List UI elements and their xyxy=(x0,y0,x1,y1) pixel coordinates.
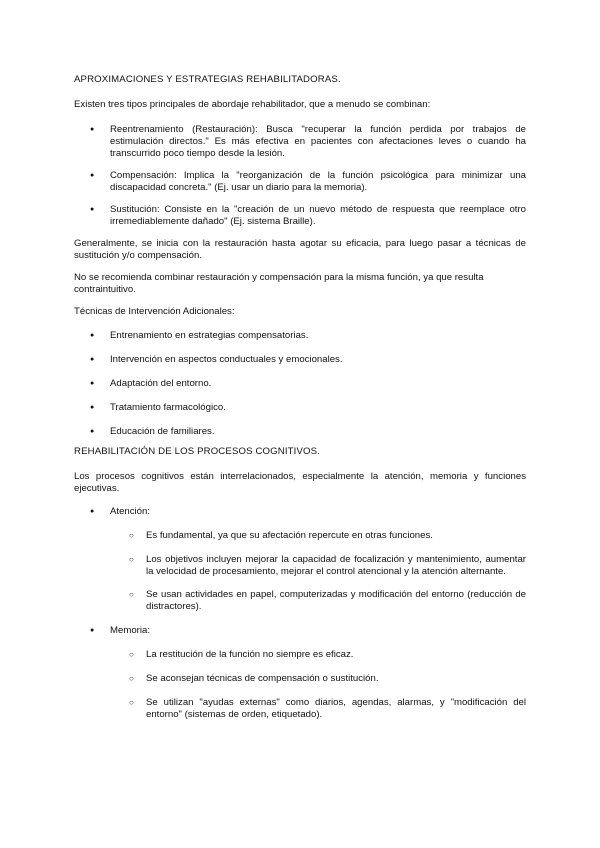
memory-item: ○ Se aconsejan técnicas de compensación o sustitución. xyxy=(74,673,526,685)
memory-label: ● Memoria: xyxy=(74,625,526,637)
approach-restauracion: ● Reentrenamiento (Restauración): Busca "recuperar la función perdida por trabajos de estimulación directos." Es más efectiva en pacientes con afectaciones leves o cuando ha transcurrido poco tiempo desde la lesión. xyxy=(74,124,526,160)
cognitive-intro: Los procesos cognitivos están interrelacionados, especialmente la atención, memoria y funciones ejecutivas. xyxy=(74,471,526,494)
attention-item: ○ Se usan actividades en papel, computerizadas y modificación del entorno (reducción de distractores). xyxy=(74,589,526,613)
technique-item: ● Entrenamiento en estrategias compensatorias. xyxy=(74,330,526,342)
approach-sustitucion: ● Sustitución: Consiste en la "creación de un nuevo método de respuesta que reemplace otro irremediablemente dañado" (Ej. sistema Braille). xyxy=(74,204,526,228)
paragraph-restauracion-first: Generalmente, se inicia con la restauración hasta agotar su eficacia, para luego pasar a técnicas de sustitución y/o compensación. xyxy=(74,238,526,261)
attention-item: ○ Los objetivos incluyen mejorar la capacidad de focalización y mantenimiento, aumentar la velocidad de procesamiento, mejorar el control atencional y la atención alternante. xyxy=(74,554,526,578)
memory-item: ○ Se utilizan "ayudas externas" como diarios, agendas, alarmas, y "modificación del entorno" (sistemas de orden, etiquetado). xyxy=(74,697,526,721)
attention-item: ○ Es fundamental, ya que su afectación repercute en otras funciones. xyxy=(74,530,526,542)
approach-compensacion: ● Compensación: Implica la "reorganización de la función psicológica para minimizar una discapacidad concreta." (Ej. usar un diario para la memoria). xyxy=(74,170,526,194)
paragraph-no-combinar: No se recomienda combinar restauración y compensación para la misma función, ya que resulta contraintuitivo. xyxy=(74,272,484,295)
section-title-approaches: APROXIMACIONES Y ESTRATEGIAS REHABILITADORAS. xyxy=(74,74,341,85)
approaches-list xyxy=(74,124,526,228)
approaches-intro: Existen tres tipos principales de abordaje rehabilitador, que a menudo se combinan: xyxy=(74,99,431,110)
attention-block xyxy=(74,506,526,613)
technique-item: ● Intervención en aspectos conductuales y emocionales. xyxy=(74,354,526,366)
attention-sublist xyxy=(74,530,526,613)
techniques-list xyxy=(74,330,526,438)
techniques-title: Técnicas de Intervención Adicionales: xyxy=(74,306,235,317)
technique-item: ● Adaptación del entorno. xyxy=(74,378,526,390)
section-title-cognitive: REHABILITACIÓN DE LOS PROCESOS COGNITIVOS. xyxy=(74,446,321,457)
memory-sublist xyxy=(74,649,526,721)
technique-item: ● Educación de familiares. xyxy=(74,426,526,438)
cognitive-list xyxy=(74,506,526,721)
memory-item: ○ La restitución de la función no siempre es eficaz. xyxy=(74,649,526,661)
attention-label: ● Atención: xyxy=(74,506,526,518)
technique-item: ● Tratamiento farmacológico. xyxy=(74,402,526,414)
document-body xyxy=(74,72,526,721)
memory-block xyxy=(74,625,526,721)
